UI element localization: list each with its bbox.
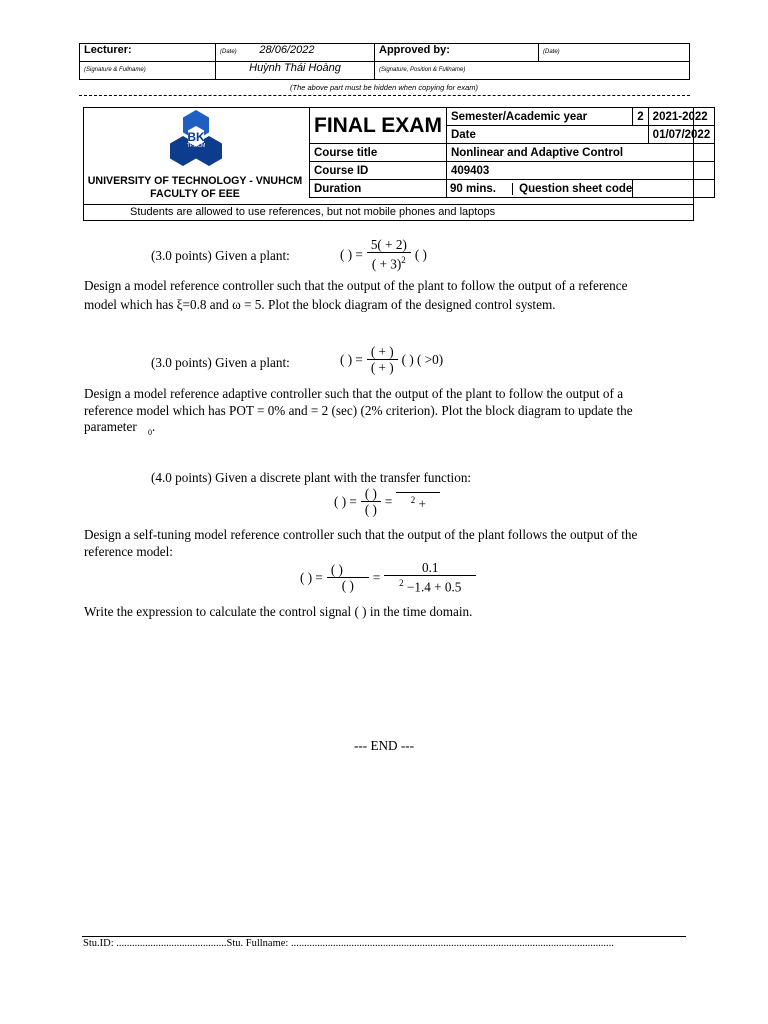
exam-title: FINAL EXAM — [310, 108, 447, 144]
q3-num1: ( ) — [361, 486, 381, 502]
q3-model-den2-exp: 2 — [399, 578, 404, 588]
q3-text-line2: reference model: — [84, 544, 173, 559]
approver-tag-cell — [375, 62, 690, 80]
q1-text-line1: Design a model reference controller such that the output of the plant to follow the output of a reference — [84, 278, 628, 293]
q3-eq: = — [384, 494, 393, 509]
exam-info-table — [309, 107, 715, 198]
logo-text: BK — [187, 130, 205, 144]
q3-model-eq: = — [372, 569, 381, 585]
q3-lhs: ( ) = — [334, 494, 357, 509]
q3-formula — [334, 486, 444, 517]
q2-parameter-sub: 0 — [148, 427, 153, 437]
approved-date-cell — [539, 44, 690, 62]
q3-model-den2: −1.4 + 0.5 — [406, 579, 462, 595]
q2-intro: (3.0 points) Given a plant: — [151, 355, 290, 370]
q1-formula — [340, 237, 427, 271]
q3-model-fraction2 — [384, 560, 476, 594]
signature-tag: (Signature & Fullname) — [84, 67, 146, 73]
note-divider — [83, 204, 694, 205]
q2-text-line1: Design a model reference adaptive controller such that the output of the plant to follow the output of a — [84, 386, 624, 401]
q2-text-line2: reference model which has POT = 0% and = 2 (sec) (2% criterion). Plot the block diagram to update the — [84, 403, 633, 418]
duration-label: Duration — [310, 180, 447, 198]
q2-parameter-end: . — [152, 419, 156, 434]
q3-model-lhs: ( ) = — [300, 569, 323, 585]
signature-tag-cell — [80, 62, 216, 80]
q3-model-num2: 0.1 — [384, 560, 476, 576]
q1-lhs: ( ) = — [340, 246, 363, 262]
q1-denominator-exp: 2 — [401, 255, 406, 265]
university-name: UNIVERSITY OF TECHNOLOGY - VNUHCM — [87, 175, 303, 187]
q3-text-line1: Design a self-tuning model reference controller such that the output of the plant follows the output of the — [84, 527, 638, 542]
admin-table — [79, 43, 690, 80]
q3-text-line3: Write the expression to calculate the control signal ( ) in the time domain. — [84, 604, 473, 619]
duration-cell — [446, 180, 632, 198]
q3-intro: (4.0 points) Given a discrete plant with the transfer function: — [151, 470, 472, 485]
lecturer-name: Huỳnh Thái Hoàng — [216, 62, 375, 80]
exam-date: 01/07/2022 — [648, 126, 715, 144]
q3-fraction1 — [361, 486, 381, 517]
q2-parameter-label: parameter — [84, 419, 137, 434]
course-title-value: Nonlinear and Adaptive Control — [446, 144, 714, 162]
faculty-name: FACULTY OF EEE — [150, 188, 240, 200]
q3-den2: + — [418, 496, 426, 512]
cut-line — [79, 95, 690, 96]
q2-fraction — [367, 344, 398, 375]
course-title-label: Course title — [310, 144, 447, 162]
lecturer-label: Lecturer: — [80, 44, 216, 62]
hidden-note: (The above part must be hidden when copying for exam) — [289, 83, 479, 92]
student-id-line: Stu.ID: ..........................................Stu. Fullname: ........................................................................................................................... — [83, 938, 614, 949]
q2-tail: ( ) ( >0) — [401, 352, 444, 367]
q1-intro: (3.0 points) Given a plant: — [151, 248, 290, 263]
end-marker: --- END --- — [353, 738, 415, 753]
semester-label: Semester/Academic year — [446, 108, 632, 126]
q3-model-den2-wrap — [399, 576, 461, 594]
q1-denominator-wrap — [372, 253, 406, 271]
sheet-code-value — [633, 180, 715, 198]
q3-den2-exp: 2 — [410, 494, 416, 505]
lecturer-date: 28/06/2022 — [259, 44, 315, 56]
q3-den2-wrap — [411, 493, 426, 511]
q3-model-fraction1 — [327, 562, 369, 593]
q3-den1: ( ) — [364, 502, 377, 517]
academic-year: 2021-2022 — [648, 108, 715, 126]
date-label: Date — [446, 126, 648, 144]
duration-value: 90 mins. — [447, 183, 513, 195]
course-id-label: Course ID — [310, 162, 447, 180]
approved-label: Approved by: — [375, 44, 539, 62]
q2-text-line3 — [84, 418, 155, 441]
q2-denominator: ( + ) — [370, 360, 394, 375]
logo-subtext: TP.HCM — [186, 143, 206, 149]
q1-tail: ( ) — [414, 246, 427, 262]
q2-formula — [340, 344, 443, 375]
lecturer-date-cell — [216, 44, 375, 62]
sheet-code-label: Question sheet code — [519, 182, 633, 195]
q1-text-line2: model which has ξ=0.8 and ω = 5. Plot the block diagram of the designed control system. — [84, 297, 556, 312]
q1-numerator: 5( + 2) — [367, 237, 411, 253]
q1-denominator: ( + 3) — [371, 256, 402, 272]
q3-fraction2 — [396, 492, 440, 511]
footer-rule — [82, 936, 686, 937]
semester-value: 2 — [633, 108, 648, 126]
q3-model-num1: ( ) — [327, 562, 369, 578]
q3-model-den1: ( ) — [341, 577, 354, 593]
date-tag: (Date) — [220, 49, 237, 55]
q3-model-formula — [300, 560, 480, 594]
signature-tag: (Signature, Position & Fullname) — [379, 67, 466, 73]
q1-fraction — [367, 237, 411, 271]
q2-lhs: ( ) = — [340, 352, 363, 367]
q2-numerator: ( + ) — [367, 344, 398, 360]
date-tag: (Date) — [543, 49, 560, 55]
rules-note: Students are allowed to use references, but not mobile phones and laptops — [130, 206, 496, 218]
university-logo — [170, 110, 222, 168]
course-id-value: 409403 — [446, 162, 714, 180]
